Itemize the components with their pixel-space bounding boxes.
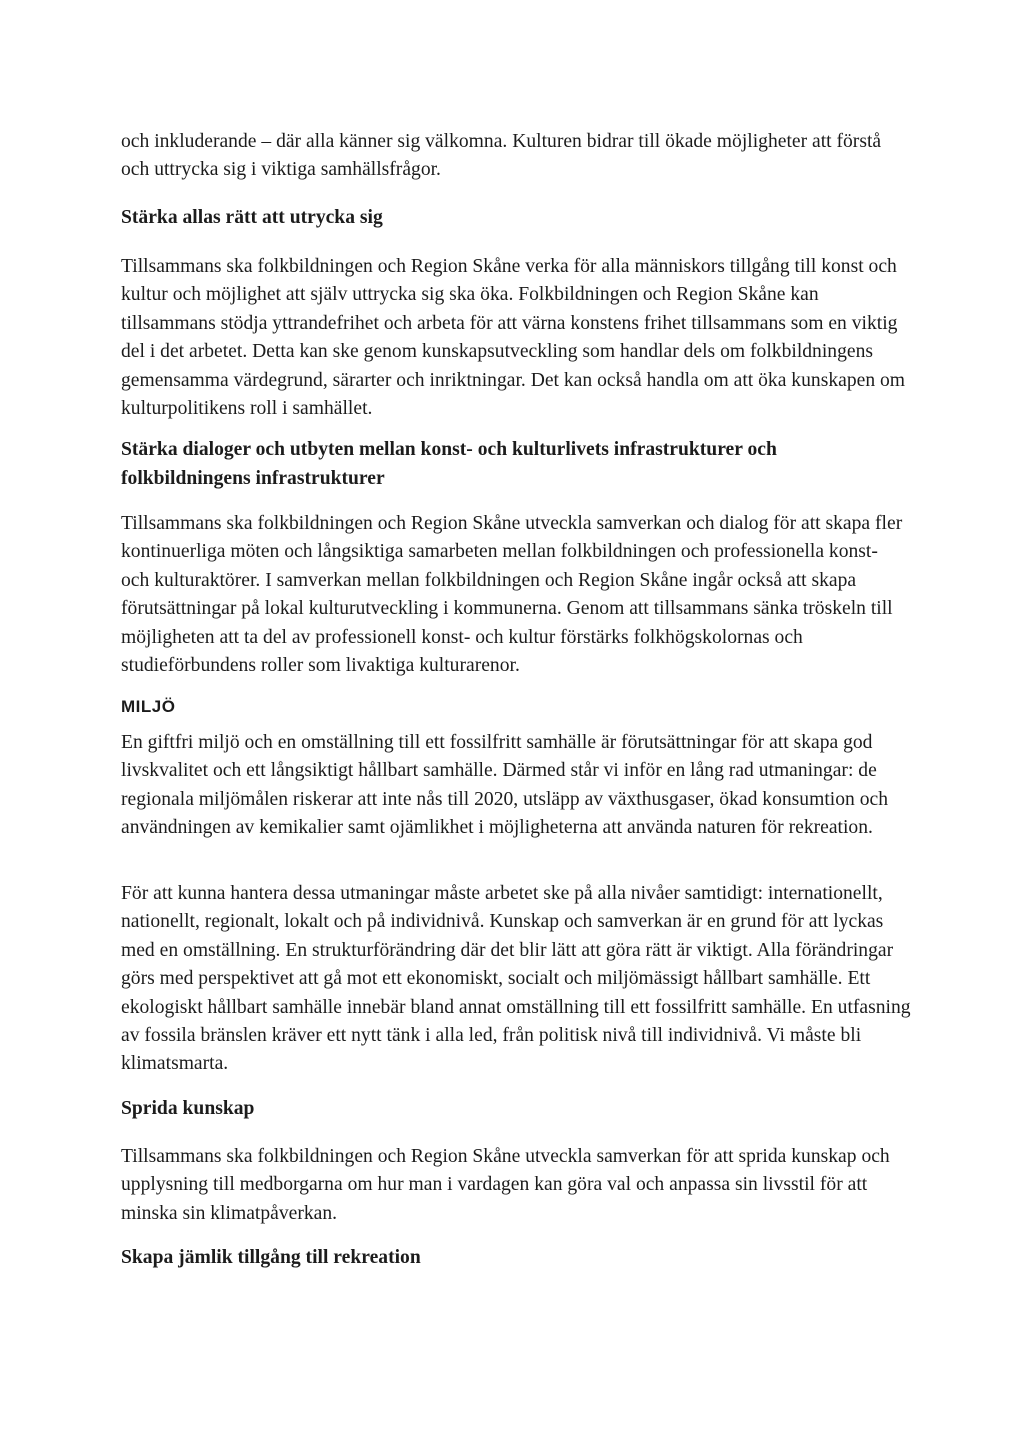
- miljo-heading: MILJÖ: [121, 697, 176, 716]
- intro-paragraph: och inkluderande – där alla känner sig välkomna. Kulturen bidrar till ökade möjligheter att förstå och uttrycka sig i viktiga samhällsfrågor.: [121, 131, 882, 181]
- section-heading-kunskap: Sprida kunskap: [121, 1098, 255, 1119]
- section-heading-rekreation: Skapa jämlik tillgång till rekreation: [121, 1247, 421, 1268]
- miljo-paragraph-1: En giftfri miljö och en omställning till ett fossilfritt samhälle är förutsättningar för att skapa god livskvalitet och ett långsiktigt hållbart samhälle. Därmed står vi inför en lång rad utmaningar: de regionala miljömålen riskerar att inte nås till 2020, utsläpp av växthusgaser, ökad konsumtion och användningen av kemikalier samt ojämlikhet i möjligheterna att använda naturen för rekreation.: [121, 732, 889, 839]
- section-heading-dialoger: Stärka dialoger och utbyten mellan konst- och kulturlivets infrastrukturer och folkbildningens infrastrukturer: [121, 439, 777, 489]
- miljo-paragraph-2: För att kunna hantera dessa utmaningar måste arbetet ske på alla nivåer samtidigt: internationellt, nationellt, regionalt, lokalt och på individnivå. Kunskap och samverkan är en grund för att lyckas med en omställning. En strukturförändring där det blir lätt att göra rätt är viktigt. Alla förändringar görs med perspektivet att gå mot ett ekonomiskt, socialt och miljömässigt hållbart samhälle. Ett ekologiskt hållbart samhälle innebär bland annat omställning till ett fossilfritt samhälle. En utfasning av fossila bränslen kräver ett nytt tänk i alla led, från politisk nivå till individnivå. Vi måste bli klimatsmarta.: [121, 883, 911, 1075]
- section-body-utrycka: Tillsammans ska folkbildningen och Region Skåne verka för alla människors tillgång till konst och kultur och möjlighet att själv uttrycka sig ska öka. Folkbildningen och Region Skåne kan tillsammans stödja yttrandefrihet och arbeta för att värna konstens frihet tillsammans som en viktig del i det arbetet. Detta kan ske genom kunskapsutveckling som handlar dels om folkbildningens gemensamma värdegrund, särarter och inriktningar. Det kan också handla om att öka kunskapen om kulturpolitikens roll i samhället.: [121, 256, 906, 420]
- section-heading-utrycka: Stärka allas rätt att utrycka sig: [121, 207, 383, 228]
- section-body-kunskap: Tillsammans ska folkbildningen och Region Skåne utveckla samverkan för att sprida kunskap och upplysning till medborgarna om hur man i vardagen kan göra val och anpassa sin livsstil för att minska sin klimatpåverkan.: [121, 1146, 890, 1224]
- section-body-dialoger: Tillsammans ska folkbildningen och Region Skåne utveckla samverkan och dialog för att skapa fler kontinuerliga möten och långsiktiga samarbeten mellan folkbildningen och professionella konst- och kulturaktörer. I samverkan mellan folkbildningen och Region Skåne ingår också att skapa förutsättningar på lokal kulturutveckling i kommunerna. Genom att tillsammans sänka tröskeln till möjligheten att ta del av professionell konst- och kultur förstärks folkhögskolornas och studieförbundens roller som livaktiga kulturarenor.: [121, 513, 903, 677]
